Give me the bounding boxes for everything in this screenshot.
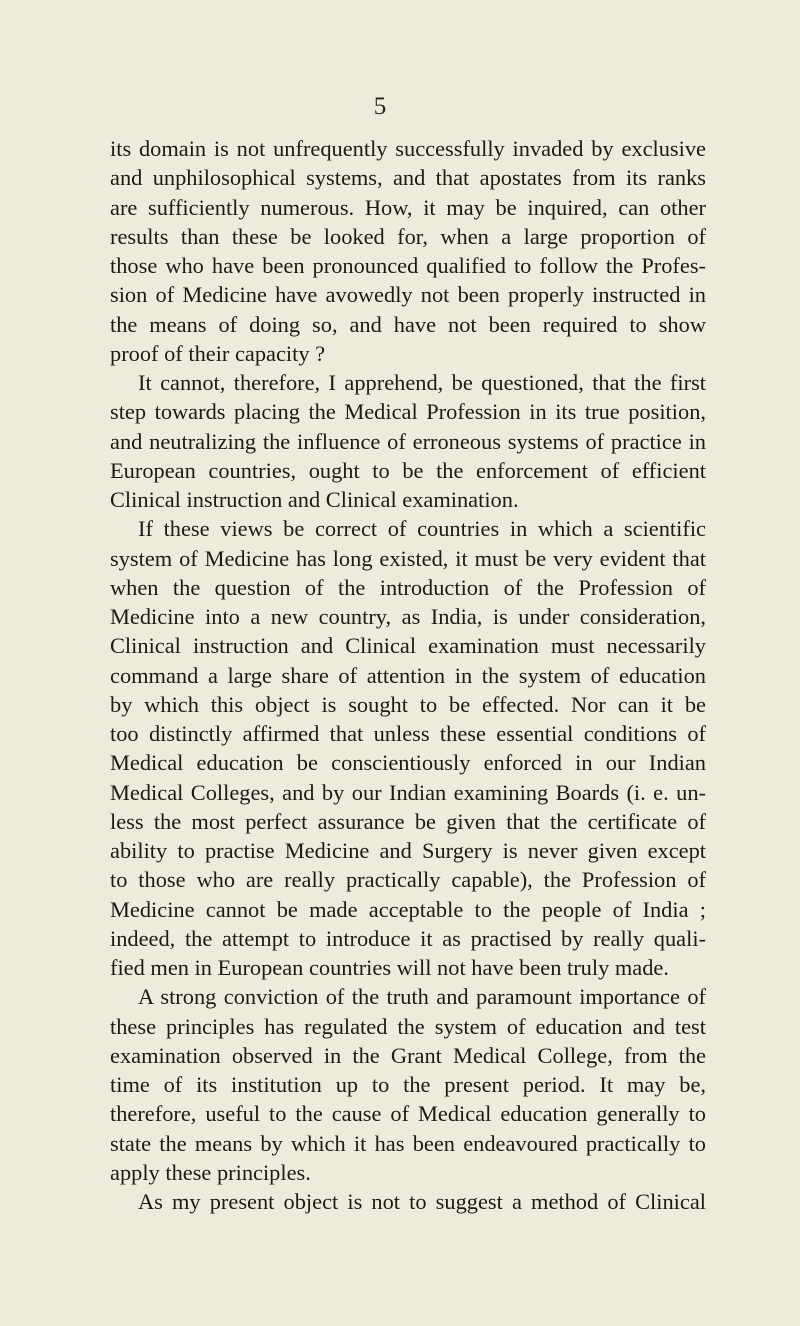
text-line: command a large share of attention in the system of education <box>110 662 706 688</box>
text-line: step towards placing the Medical Profession in its true position, <box>110 399 706 425</box>
text-line: results than these be looked for, when a large proportion of <box>110 223 706 249</box>
text-line: A strong conviction of the truth and paramount importance of <box>138 984 706 1010</box>
text-line: Medicine cannot be made acceptable to the people of India ; <box>110 896 706 922</box>
body-text <box>110 134 706 1216</box>
text-line: to those who are really practically capable), the Profession of <box>110 867 706 893</box>
text-line: As my present object is not to suggest a method of Clinical <box>138 1189 706 1214</box>
text-line: It cannot, therefore, I apprehend, be questioned, that the first <box>138 370 706 395</box>
text-line: Clinical instruction and Clinical examination must necessarily <box>110 633 706 659</box>
text-line: less the most perfect assurance be given that the certificate of <box>110 808 706 834</box>
paragraph-2 <box>110 368 706 514</box>
text-line: fied men in European countries will not have been truly made. <box>110 955 669 980</box>
text-line: these principles has regulated the system of education and test <box>110 1013 706 1039</box>
text-line: state the means by which it has been endeavoured practically to <box>110 1130 706 1156</box>
text-line: too distinctly affirmed that unless these essential conditions of <box>110 721 706 746</box>
text-line: the means of doing so, and have not been required to show <box>110 311 706 337</box>
text-line: indeed, the attempt to introduce it as practised by really quali- <box>110 925 706 951</box>
paragraph-5 <box>110 1187 706 1216</box>
text-line: are sufficiently numerous. How, it may be inquired, can other <box>110 194 706 220</box>
text-line: proof of their capacity ? <box>110 340 326 366</box>
text-line: those who have been pronounced qualified to follow the Profes- <box>110 253 706 278</box>
text-line: ability to practise Medicine and Surgery is never given except <box>110 838 706 863</box>
text-line: apply these principles. <box>110 1159 311 1185</box>
paragraph-1 <box>110 134 706 368</box>
page-number: 5 <box>373 93 387 120</box>
text-line: therefore, useful to the cause of Medical education generally to <box>110 1101 706 1127</box>
text-line: system of Medicine has long existed, it must be very evident that <box>110 545 706 571</box>
text-line: Clinical instruction and Clinical examination. <box>110 487 519 512</box>
paragraph-4 <box>110 982 706 1187</box>
text-line: and neutralizing the influence of erroneous systems of practice in <box>110 428 706 454</box>
text-line: by which this object is sought to be effected. Nor can it be <box>110 691 706 717</box>
text-line: Medical Colleges, and by our Indian examining Boards (i. e. un- <box>110 779 706 805</box>
text-line: If these views be correct of countries in which a scientific <box>138 516 706 542</box>
text-line: examination observed in the Grant Medical College, from the <box>110 1042 706 1068</box>
text-line: time of its institution up to the present period. It may be, <box>110 1072 706 1097</box>
text-line: Medicine into a new country, as India, is under consideration, <box>110 604 706 629</box>
text-line: its domain is not unfrequently successfully invaded by exclusive <box>110 136 706 161</box>
paragraph-3 <box>110 514 706 982</box>
text-line: Medical education be conscientiously enforced in our Indian <box>110 750 706 776</box>
text-line: sion of Medicine have avowedly not been properly instructed in <box>110 282 706 308</box>
text-line: and unphilosophical systems, and that apostates from its ranks <box>110 165 706 191</box>
text-line: European countries, ought to be the enforcement of efficient <box>110 457 706 483</box>
text-line: when the question of the introduction of the Profession of <box>110 574 706 600</box>
